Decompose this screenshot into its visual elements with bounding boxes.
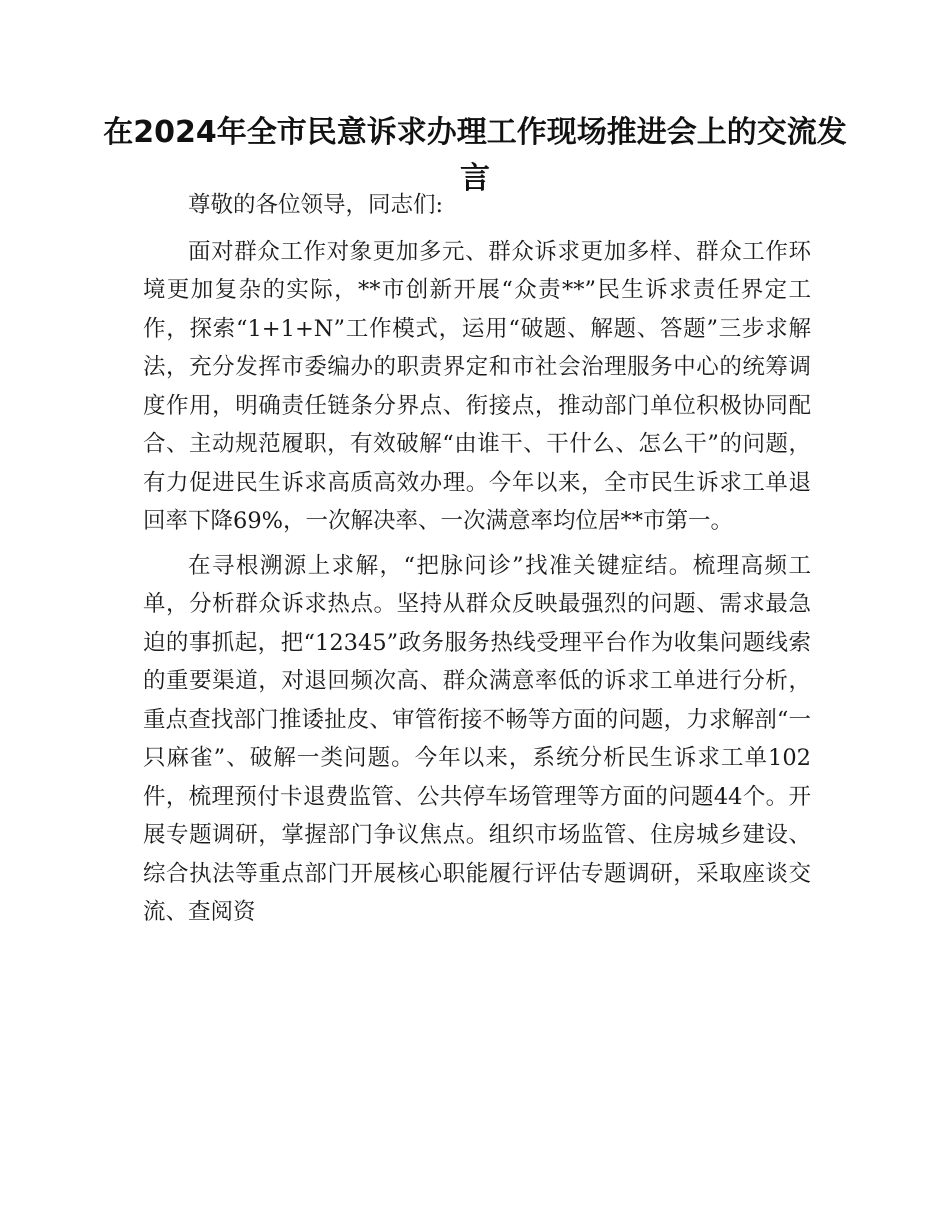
document-body bbox=[143, 186, 811, 938]
paragraph-1: 面对群众工作对象更加多元、群众诉求更加多样、群众工作环境更加复杂的实际，**市创新开展“众责**”民生诉求责任界定工作，探索“1+1+N”工作模式，运用“破题、解题、答题”三步求解法，充分发挥市委编办的职责界定和市社会治理服务中心的统筹调度作用，明确责任链条分界点、衔接点，推动部门单位积极协同配合、主动规范履职，有效破解“由谁干、干什么、怎么干”的问题，有力促进民生诉求高质高效办理。今年以来，全市民生诉求工单退回率下降69%，一次解决率、一次满意率均位居**市第一。 bbox=[143, 238, 811, 534]
document-title: 在2024年全市民意诉求办理工作现场推进会上的交流发言 bbox=[103, 115, 847, 196]
salutation: 尊敬的各位领导，同志们: bbox=[188, 192, 444, 218]
paragraph-2: 在寻根溯源上求解，“把脉问诊”找准关键症结。梳理高频工单，分析群众诉求热点。坚持从群众反映最强烈的问题、需求最急迫的事抓起，把“12345”政务服务热线受理平台作为收集问题线索的重要渠道，对退回频次高、群众满意率低的诉求工单进行分析，重点查找部门推诿扯皮、审管衔接不畅等方面的问题，力求解剖“一只麻雀”、破解一类问题。今年以来，系统分析民生诉求工单102件，梳理预付卡退费监管、公共停车场管理等方面的问题44个。开展专题调研，掌握部门争议焦点。组织市场监管、住房城乡建设、综合执法等重点部门开展核心职能履行评估专题调研，采取座谈交流、查阅资 bbox=[143, 552, 811, 925]
